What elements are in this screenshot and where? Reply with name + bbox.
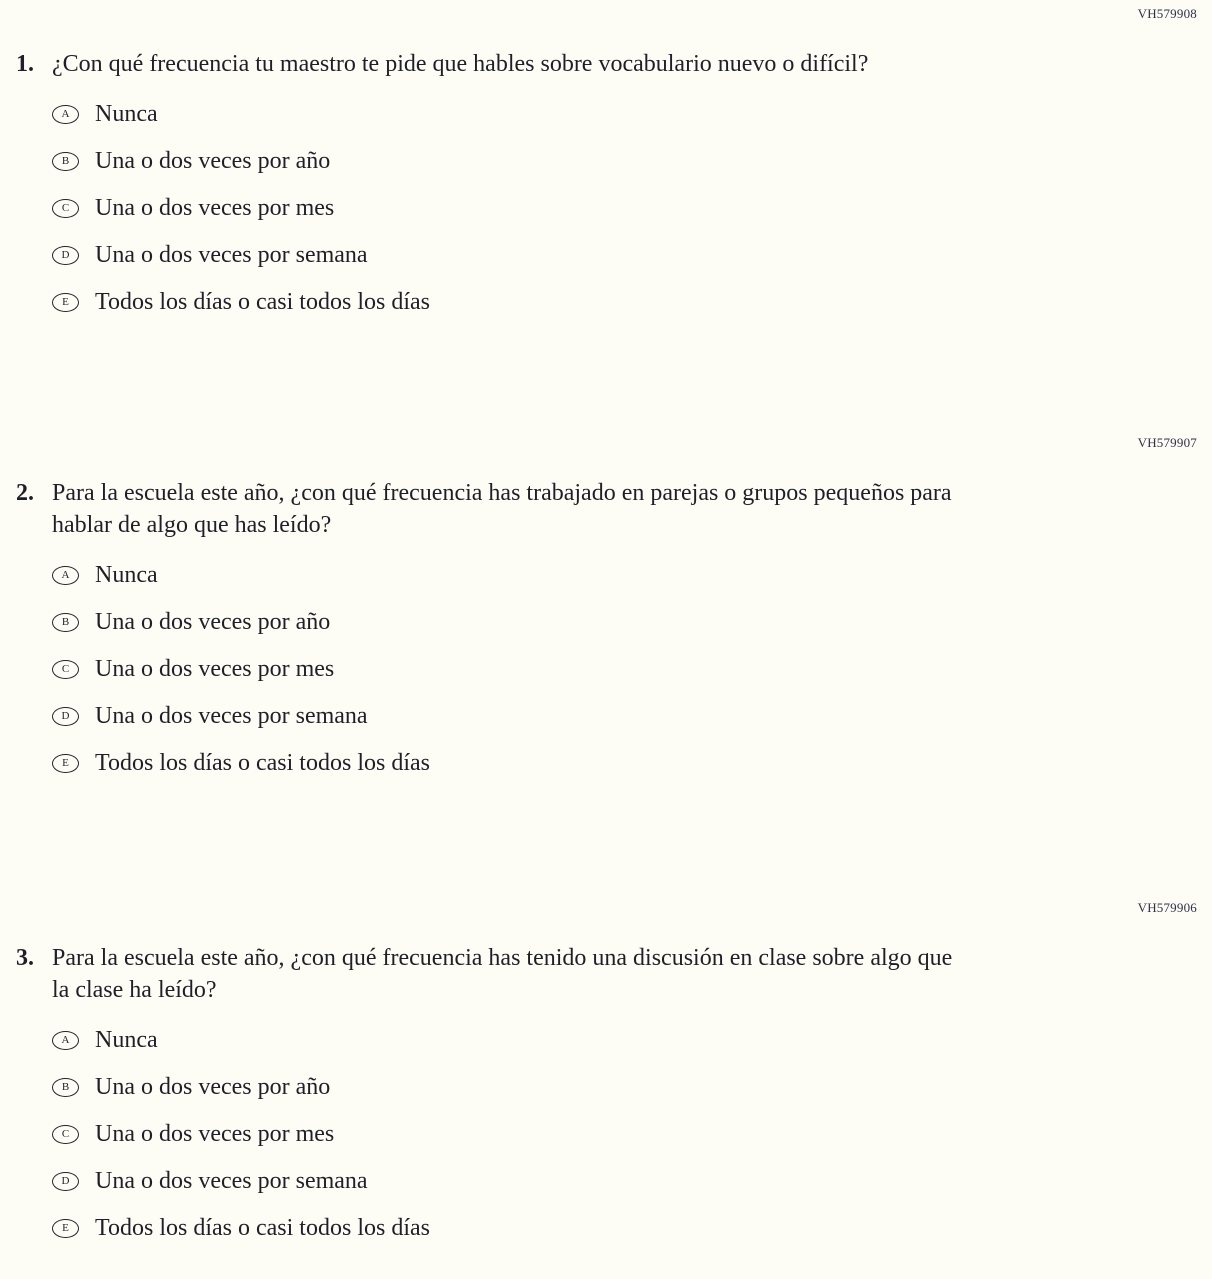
answer-bubble-a-icon[interactable]: A bbox=[52, 566, 79, 585]
question-code: VH579907 bbox=[1137, 435, 1197, 450]
answer-bubble-e-icon[interactable]: E bbox=[52, 1219, 79, 1238]
answer-bubble-d-icon[interactable]: D bbox=[52, 246, 79, 265]
option-label: Una o dos veces por semana bbox=[95, 241, 368, 268]
question-number: 2. bbox=[16, 480, 34, 506]
answer-options bbox=[0, 563, 1212, 775]
question-text: Para la escuela este año, ¿con qué frecuencia has trabajado en parejas o grupos pequeños para hablar de algo que has leído? bbox=[52, 480, 952, 538]
option-label: Una o dos veces por mes bbox=[95, 194, 335, 221]
option-label: Nunca bbox=[95, 100, 158, 127]
option-label: Todos los días o casi todos los días bbox=[95, 749, 430, 776]
question-block-3 bbox=[0, 900, 1212, 1240]
question-code: VH579906 bbox=[1137, 900, 1197, 915]
answer-bubble-e-icon[interactable]: E bbox=[52, 293, 79, 312]
option-label: Una o dos veces por año bbox=[95, 147, 331, 174]
question-code: VH579908 bbox=[1137, 6, 1197, 21]
option-row-b[interactable] bbox=[52, 1075, 1212, 1099]
answer-bubble-c-icon[interactable]: C bbox=[52, 660, 79, 679]
question-3 bbox=[0, 942, 1212, 1006]
option-label: Una o dos veces por año bbox=[95, 608, 331, 635]
answer-options bbox=[0, 102, 1212, 314]
option-row-c[interactable] bbox=[52, 196, 1212, 220]
option-row-e[interactable] bbox=[52, 1216, 1212, 1240]
option-row-a[interactable] bbox=[52, 102, 1212, 126]
option-row-d[interactable] bbox=[52, 243, 1212, 267]
option-row-b[interactable] bbox=[52, 610, 1212, 634]
answer-bubble-c-icon[interactable]: C bbox=[52, 199, 79, 218]
option-row-a[interactable] bbox=[52, 563, 1212, 587]
option-row-b[interactable] bbox=[52, 149, 1212, 173]
option-label: Todos los días o casi todos los días bbox=[95, 288, 430, 315]
option-label: Nunca bbox=[95, 561, 158, 588]
option-row-a[interactable] bbox=[52, 1028, 1212, 1052]
answer-bubble-c-icon[interactable]: C bbox=[52, 1125, 79, 1144]
answer-bubble-d-icon[interactable]: D bbox=[52, 707, 79, 726]
answer-bubble-b-icon[interactable]: B bbox=[52, 152, 79, 171]
option-label: Nunca bbox=[95, 1026, 158, 1053]
answer-bubble-a-icon[interactable]: A bbox=[52, 1031, 79, 1050]
option-row-d[interactable] bbox=[52, 704, 1212, 728]
answer-bubble-e-icon[interactable]: E bbox=[52, 754, 79, 773]
option-row-d[interactable] bbox=[52, 1169, 1212, 1193]
answer-options bbox=[0, 1028, 1212, 1240]
option-label: Todos los días o casi todos los días bbox=[95, 1214, 430, 1241]
option-label: Una o dos veces por semana bbox=[95, 702, 368, 729]
question-1 bbox=[0, 48, 1212, 80]
question-2 bbox=[0, 477, 1212, 541]
answer-bubble-b-icon[interactable]: B bbox=[52, 1078, 79, 1097]
option-label: Una o dos veces por mes bbox=[95, 655, 335, 682]
question-number: 1. bbox=[16, 51, 34, 77]
question-block-1 bbox=[0, 6, 1212, 314]
option-label: Una o dos veces por año bbox=[95, 1073, 331, 1100]
answer-bubble-d-icon[interactable]: D bbox=[52, 1172, 79, 1191]
question-text: ¿Con qué frecuencia tu maestro te pide que hables sobre vocabulario nuevo o difícil? bbox=[52, 51, 869, 77]
question-number: 3. bbox=[16, 945, 34, 971]
option-row-c[interactable] bbox=[52, 1122, 1212, 1146]
option-label: Una o dos veces por semana bbox=[95, 1167, 368, 1194]
question-block-2 bbox=[0, 435, 1212, 775]
option-row-c[interactable] bbox=[52, 657, 1212, 681]
option-label: Una o dos veces por mes bbox=[95, 1120, 335, 1147]
answer-bubble-a-icon[interactable]: A bbox=[52, 105, 79, 124]
question-text: Para la escuela este año, ¿con qué frecuencia has tenido una discusión en clase sobre algo que la clase ha leído? bbox=[52, 945, 953, 1003]
option-row-e[interactable] bbox=[52, 290, 1212, 314]
option-row-e[interactable] bbox=[52, 751, 1212, 775]
answer-bubble-b-icon[interactable]: B bbox=[52, 613, 79, 632]
